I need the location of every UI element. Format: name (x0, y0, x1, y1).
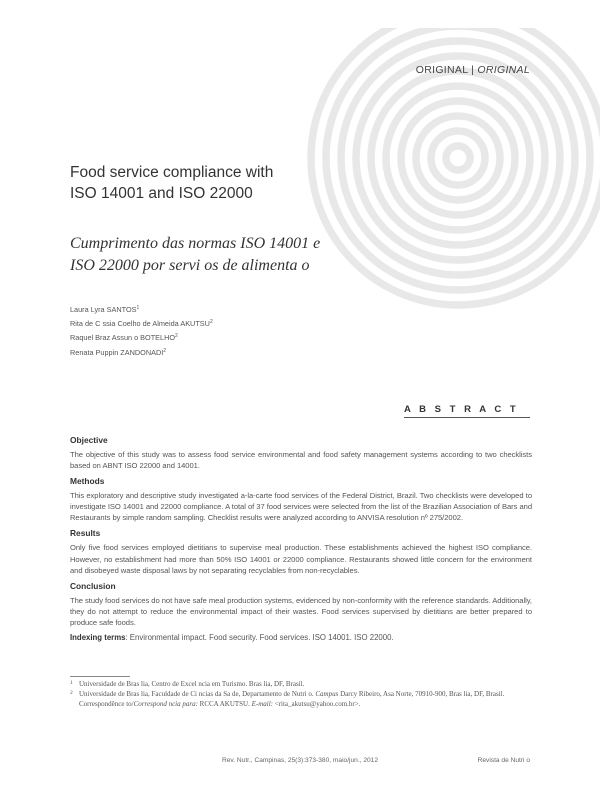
conclusion-heading: Conclusion (70, 580, 116, 591)
footnote-italic-2: Correspond ncia para: (133, 700, 198, 708)
section-label-italic: ORIGINAL (477, 64, 530, 76)
footnote-text: Universidade de Bras lia, Centro de Excel ncia em Turismo. Bras lia, DF, Brasil. (79, 680, 305, 688)
indexing-terms-label: Indexing terms (70, 633, 126, 643)
footnotes (70, 679, 532, 709)
footnote-1 (70, 679, 532, 689)
abstract-heading: A B S T R A C T (404, 404, 530, 418)
footer-journal-name: Revista de Nutri o (477, 757, 530, 764)
abstract-body (70, 435, 532, 643)
author-affiliation-mark: 2 (209, 319, 213, 326)
title-english-line-1: Food service compliance with (70, 164, 274, 181)
methods-heading: Methods (70, 476, 105, 487)
author-affiliation-mark: 2 (163, 347, 167, 354)
section-label-separator: | (467, 64, 478, 76)
objective-heading: Objective (70, 435, 108, 445)
objective-text: The objective of this study was to assess food service environmental and food safety management systems according to two checklists based on ABNT ISO 22000 and 14001. (70, 450, 532, 471)
footnote-email: <rita_akutsu@yahoo.com.br>. (273, 700, 361, 708)
footer-citation: Rev. Nutr., Campinas, 25(3):373-380, maio/jun., 2012 (221, 757, 378, 764)
section-label (380, 64, 530, 76)
footnote-rule (70, 676, 130, 677)
footnote-number: 2 (70, 690, 73, 696)
author-name: Raquel Braz Assun o BOTELHO (70, 333, 176, 343)
footnote-2 (70, 689, 532, 709)
title-english-line-2: ISO 14001 and ISO 22000 (70, 185, 253, 202)
footnote-text: Universidade de Bras lia, Faculdade de Ci ncias da Sa de, Departamento de Nutri o. (79, 690, 314, 698)
footnote-text-tail: Darcy Ribeiro, Asa Norte, 70910-900, Bras lia, DF, Brasil. Correspondênce to/ (79, 690, 505, 708)
indexing-terms-text: : Environmental impact. Food security. Food services. ISO 14001. ISO 22000. (125, 633, 394, 643)
title-portuguese-line-1: Cumprimento das normas ISO 14001 e (70, 235, 321, 252)
title-portuguese-line-2: ISO 22000 por servi os de alimenta o (70, 257, 310, 274)
footnote-email-label: E-mail: (251, 700, 273, 708)
methods-text: This exploratory and descriptive study investigated a-la-carte food services of the Federal District, Brazil. Two checklists were developed to investigate ISO 14001 and 22000 compliance. A total of 37 food services were selected from the list of the Brazilian Association of Bars and Restaurants by simple random sampling. Checklist results were analyzed according to ANVISA resolution nº 275/2002. (70, 491, 532, 523)
footnote-italic: Campus (313, 690, 341, 698)
indexing-terms (70, 632, 532, 643)
author-1 (70, 302, 330, 316)
footnote-number: 1 (70, 680, 73, 686)
author-name: Laura Lyra SANTOS (70, 305, 137, 314)
section-label-text: ORIGINAL (415, 64, 468, 76)
conclusion-text: The study food services do not have safe meal production systems, evidenced by non-conformity with the reference standards. Additionally, they do not attempt to reduce the environmental impact of their wastes. Food services supervised by dietitians are better prepared to produce safe foods. (70, 595, 532, 627)
article-title-english (70, 162, 390, 204)
footnote-text-tail-2: RCCA AKUTSU. (197, 700, 252, 708)
results-heading: Results (70, 528, 101, 539)
article-title-portuguese (70, 233, 400, 277)
author-affiliation-mark: 2 (175, 333, 178, 340)
author-name: Rita de C ssia Coelho de Almeida AKUTSU (70, 319, 210, 329)
author-name: Renata Puppin ZANDONADI (70, 347, 164, 357)
author-3 (70, 330, 330, 344)
results-text: Only five food services employed dietitians to supervise meal production. These establishments achieved the highest ISO compliance. However, no establishment had more than 50% ISO 14001 or 22000 compliance. Restaurants showed little concern for the environment and disobeyed waste disposal laws by not separating recyclables from non-recyclables. (70, 543, 532, 575)
author-4 (70, 345, 330, 359)
author-list (70, 302, 330, 359)
author-2 (70, 316, 330, 330)
author-affiliation-mark: 1 (136, 305, 140, 311)
